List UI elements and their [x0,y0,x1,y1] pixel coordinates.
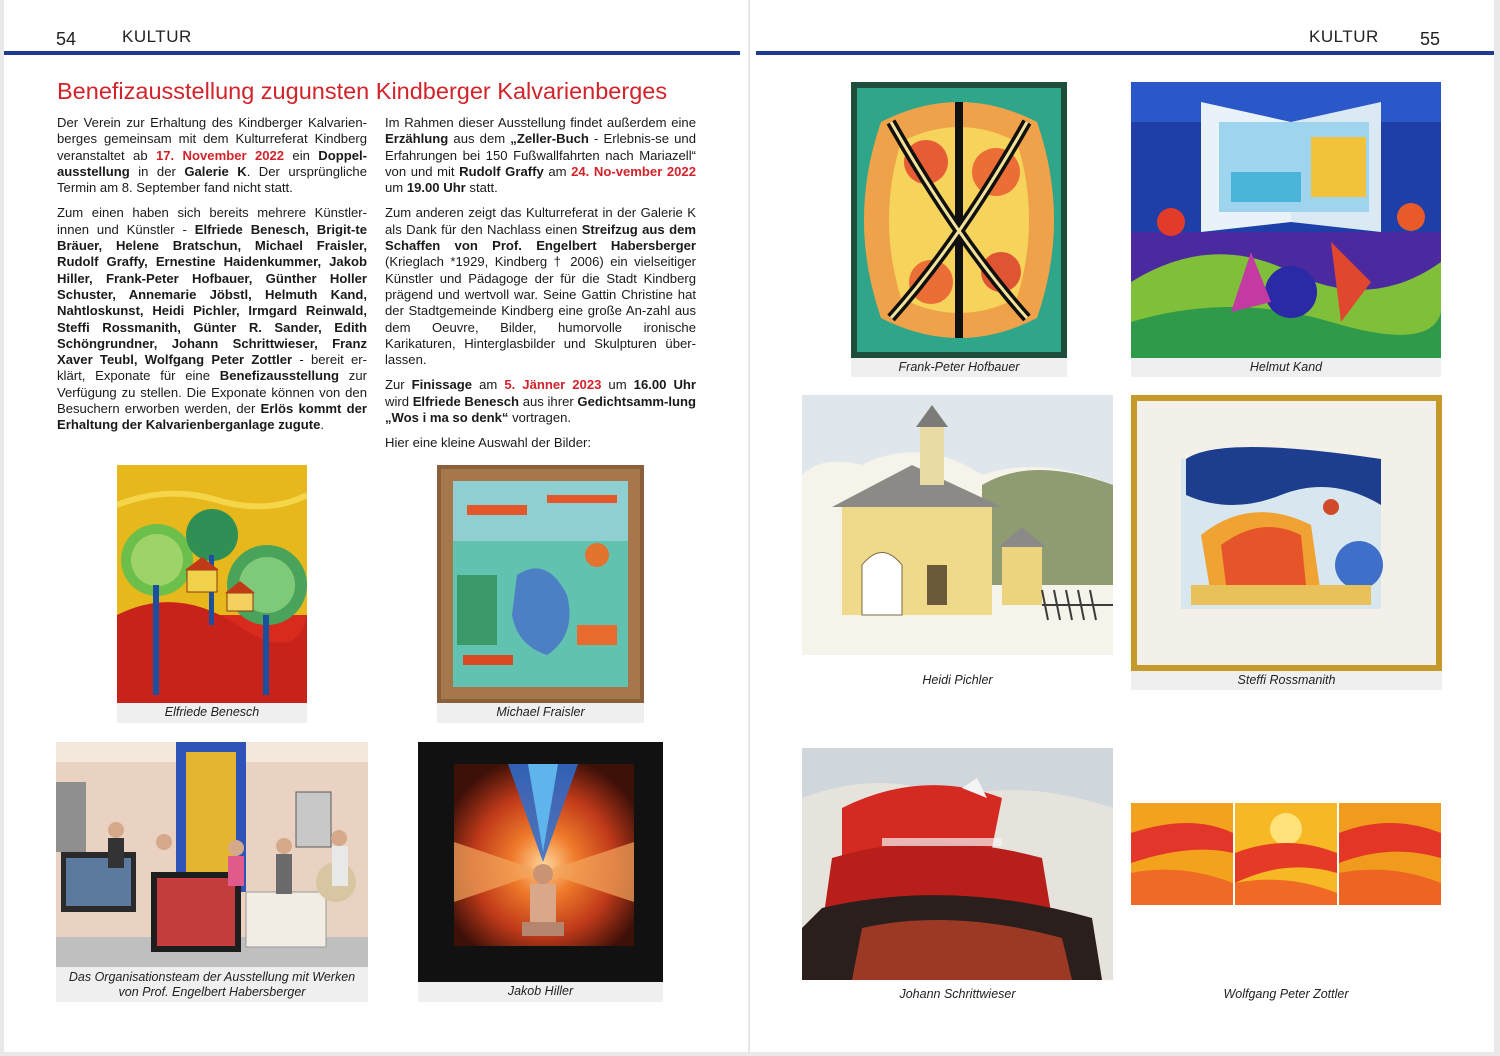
caption-hiller: Jakob Hiller [418,982,663,1002]
painting-fraisler [437,465,644,703]
artwork-rossmanith [1131,395,1442,690]
caption-team-line-1: Das Organisationsteam der Ausstellung mit Werken [68,970,356,984]
magazine-spread [4,0,1494,1052]
paragraph: Im Rahmen dieser Ausstellung findet außerdem eine Erzählung aus dem „Zeller-Buch - Erlebnis-se und Erfahrungen bei 150 Fußwallfahrten nach Mariazell“ von und mit Rudolf Graffy am 24. No-vember 2022 um 19.00 Uhr statt. [385,115,696,196]
caption-benesch: Elfriede Benesch [117,703,307,723]
artwork-hofbauer [851,82,1067,377]
painting-hofbauer [851,82,1067,358]
caption-schrittwieser: Johann Schrittwieser [899,987,1016,1001]
caption-team [56,967,368,1002]
artwork-fraisler [437,465,644,723]
article-headline: Benefizausstellung zugunsten Kindberger Kalvarienberges [57,78,668,104]
article-column-1 [57,115,367,443]
painting-zottler-triptych [1131,803,1441,905]
caption-kand: Helmut Kand [1131,358,1441,377]
artwork-pichler [802,395,1113,690]
article-column-2 [385,115,696,461]
caption-team-line-2: von Prof. Engelbert Habersberger [118,985,306,999]
artwork-benesch [117,465,307,723]
painting-schrittwieser [802,748,1113,980]
photo-organisation-team [56,742,368,1002]
caption-hofbauer: Frank-Peter Hofbauer [851,358,1067,377]
header-rule-right [756,51,1494,55]
painting-rossmanith [1131,395,1442,671]
artwork-schrittwieser [802,748,1113,1004]
paragraph: Zum anderen zeigt das Kulturreferat in der Galerie K als Dank für den Nachlass einen Streifzug aus dem Schaffen von Prof. Engelbert Habersberger (Krieglach *1929, Kindberg † 2006) ein vielseitiger Künstler und Pädagoge der für die Stadt Kindberg prägend und wertvoll war. Seine Gattin Christine hat der Stadtgemeinde Kindberg eine große An-zahl aus dem Oeuvre, Bilder, humorvolle ironische Karikaturen, Hinterglasbilder und Skulpturen über-lassen. [385,205,696,368]
artwork-hiller [418,742,663,1002]
page-fold [748,0,750,1052]
caption-rossmanith: Steffi Rossmanith [1131,671,1442,690]
paragraph: Zum einen haben sich bereits mehrere Künstler-innen und Künstler - Elfriede Benesch, Brigit-te Bräuer, Helene Bratschun, Michael Fraisler, Rudolf Graffy, Ernestine Haidenkummer, Jakob Hiller, Frank-Peter Hofbauer, Günther Holler Schuster, Annemarie Jöbstl, Helmuth Kand, Nahtloskunst, Heidi Pichler, Irmgard Reinwald, Steffi Rossmanith, Günter R. Sander, Edith Schöngrundner, Johann Schrittwieser, Franz Xaver Teubl, Wolfgang Peter Zottler - bereit er-klärt, Exponate für eine Benefizausstellung zur Verfügung zu stellen. Die Exponate können von den Besuchern erworben werden, der Erlös kommt der Erhaltung der Kalvarienberganlage zugute. [57,205,367,433]
paragraph: Der Verein zur Erhaltung des Kindberger Kalvarien-berges gemeinsam mit dem Kulturreferat Kindberg veranstaltet ab 17. November 2022 ein Doppel-ausstellung in der Galerie K. Der ursprüngliche Termin am 8. September fand nicht statt. [57,115,368,196]
painting-benesch [117,465,307,703]
painting-pichler [802,395,1113,655]
paragraph: Hier eine kleine Auswahl der Bilder: [385,435,591,451]
artwork-kand [1131,82,1441,377]
caption-fraisler: Michael Fraisler [437,703,644,723]
caption-pichler: Heidi Pichler [922,673,993,687]
left-section-title: KULTUR [122,27,192,46]
team-photo [56,742,368,967]
right-section-title: KULTUR [1309,27,1379,46]
painting-kand [1131,82,1441,358]
caption-zottler: Wolfgang Peter Zottler [1223,987,1349,1001]
right-page-number: 55 [1420,29,1441,49]
painting-hiller [418,742,663,982]
left-page-number: 54 [56,29,77,49]
header-rule-left [4,51,740,55]
paragraph: Zur Finissage am 5. Jänner 2023 um 16.00 Uhr wird Elfriede Benesch aus ihrer Gedichtsamm-lung „Wos i ma so denk“ vortragen. [385,377,697,426]
artwork-zottler [1131,803,1441,1003]
